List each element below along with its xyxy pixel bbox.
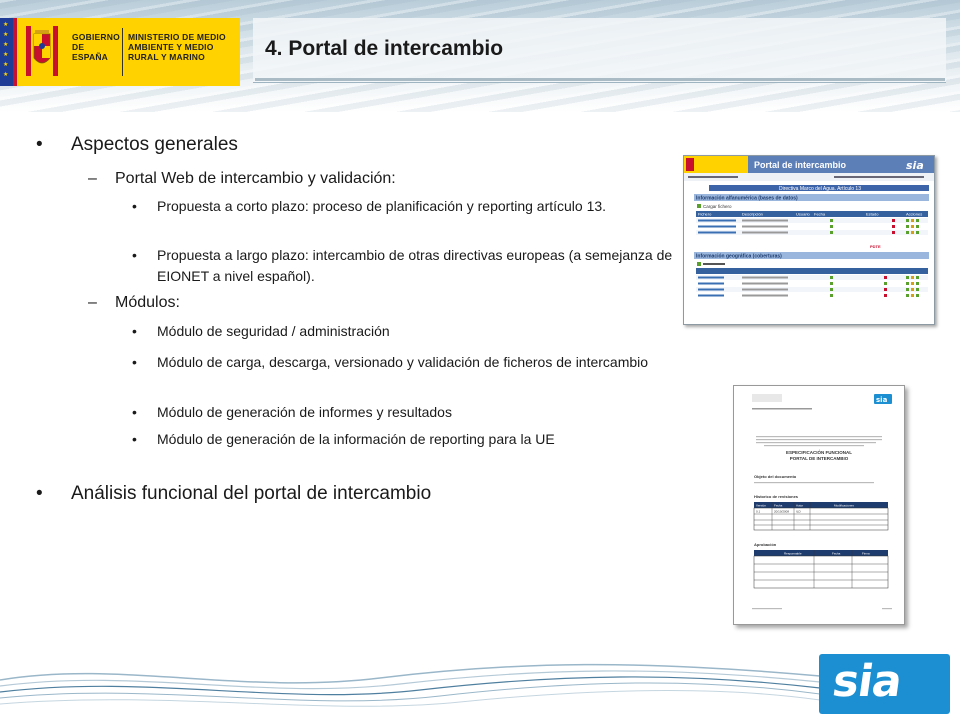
ministry-label: MINISTERIO DE MEDIO AMBIENTE Y MEDIO RURAL Y MARINO: [128, 32, 226, 62]
point-corto-plazo: Propuesta a corto plazo: proceso de planificación y reporting artículo 13.: [157, 198, 607, 214]
doc-section-aprobacion: Aprobación: [754, 542, 777, 547]
doc-rev-version: 0.1: [756, 509, 761, 514]
module-carga: Módulo de carga, descarga, versionado y validación de ficheros de intercambio: [157, 354, 649, 370]
logo-divider: [122, 28, 123, 76]
title-underline: [255, 78, 945, 81]
bullet-dot: •: [132, 354, 137, 370]
portal-upload-link[interactable]: Cargar fichero: [703, 204, 732, 209]
bullet-dot: •: [36, 134, 43, 155]
portal-table-rows-2: [696, 275, 928, 298]
doc-approval-table: [754, 550, 888, 588]
subitem-modulos: Módulos:: [115, 294, 180, 311]
portal-sia-logo: sia: [906, 159, 924, 172]
item-aspectos-generales: Aspectos generales: [71, 134, 238, 155]
document-screenshot-drawing: [734, 386, 904, 624]
portal-table-rows-1: [696, 218, 928, 235]
doc-col-fecha-2: Fecha: [832, 551, 841, 556]
bullet-dot: •: [132, 431, 137, 447]
portal-panel-alfanumerica: Información alfanumérica (bases de datos): [696, 195, 798, 202]
eu-flag-strip: ★ ★ ★ ★ ★ ★: [0, 18, 13, 86]
bullet-dot: •: [132, 323, 137, 339]
module-reporting: Módulo de generación de la información de reporting para la UE: [157, 431, 555, 447]
portal-screenshot-drawing: [684, 156, 934, 324]
spain-flag-strip: [13, 18, 17, 86]
bullet-dot: •: [132, 247, 137, 263]
footer-waves: [0, 640, 960, 720]
portal-screenshot: [683, 155, 935, 325]
portal-status-pdte: PDTE: [870, 244, 881, 249]
coat-of-arms-icon: [22, 24, 62, 80]
portal-col-usuario: Usuario: [796, 211, 810, 217]
bullet-dot: •: [132, 198, 137, 214]
document-screenshot: [733, 385, 905, 625]
bullet-dot: •: [36, 483, 43, 504]
doc-col-autor: Autor: [796, 503, 804, 508]
module-informes: Módulo de generación de informes y resultados: [157, 404, 452, 420]
bullet-dash: –: [88, 170, 97, 187]
doc-rev-author: ILD: [796, 509, 801, 514]
portal-section-title: Directiva Marco del Agua. Artículo 13: [779, 186, 861, 192]
government-logo: [0, 18, 240, 86]
portal-col-fichero: Fichero: [698, 211, 712, 217]
portal-panel-geografica: Información geográfica (coberturas): [696, 253, 782, 260]
doc-col-modificaciones: Modificaciones: [834, 503, 854, 508]
gobierno-label: GOBIERNO DE ESPAÑA: [72, 32, 120, 62]
bullet-dash: –: [88, 294, 97, 311]
doc-sia-logo: sia: [876, 396, 888, 404]
doc-section-objeto: Objeto del documento: [754, 474, 797, 479]
point-largo-plazo: Propuesta a largo plazo: intercambio de otras directivas europeas (a semejanza de EIONET a nivel español).: [157, 247, 673, 284]
subitem-portal-web: Portal Web de intercambio y validación:: [115, 170, 396, 187]
portal-col-descripcion: Descripción: [742, 211, 763, 217]
portal-col-acciones: Acciones: [906, 211, 923, 217]
doc-col-fecha: Fecha: [774, 503, 783, 508]
doc-col-firma: Firma: [862, 551, 870, 556]
doc-col-version: Versión: [756, 503, 767, 508]
doc-section-historico: Historico de revisiones: [754, 494, 799, 499]
doc-rev-date: 20/10/2008: [774, 509, 790, 514]
portal-col-fecha: Fecha: [814, 211, 826, 217]
doc-heading-especificacion: ESPECIFICACIÓN FUNCIONAL: [785, 450, 853, 455]
doc-heading-portal: PORTAL DE INTERCAMBIO: [789, 456, 849, 461]
portal-title-text: Portal de intercambio: [754, 160, 847, 170]
module-seguridad: Módulo de seguridad / administración: [157, 323, 390, 339]
sia-logo-text: sia: [829, 656, 905, 707]
bullet-dot: •: [132, 404, 137, 420]
page-title: 4. Portal de intercambio: [265, 37, 504, 60]
portal-col-estado: Estado: [866, 211, 879, 217]
doc-col-responsable: Responsable: [784, 551, 802, 556]
doc-revisions-table: [754, 502, 888, 530]
item-analisis-funcional: Análisis funcional del portal de intercambio: [71, 483, 432, 504]
